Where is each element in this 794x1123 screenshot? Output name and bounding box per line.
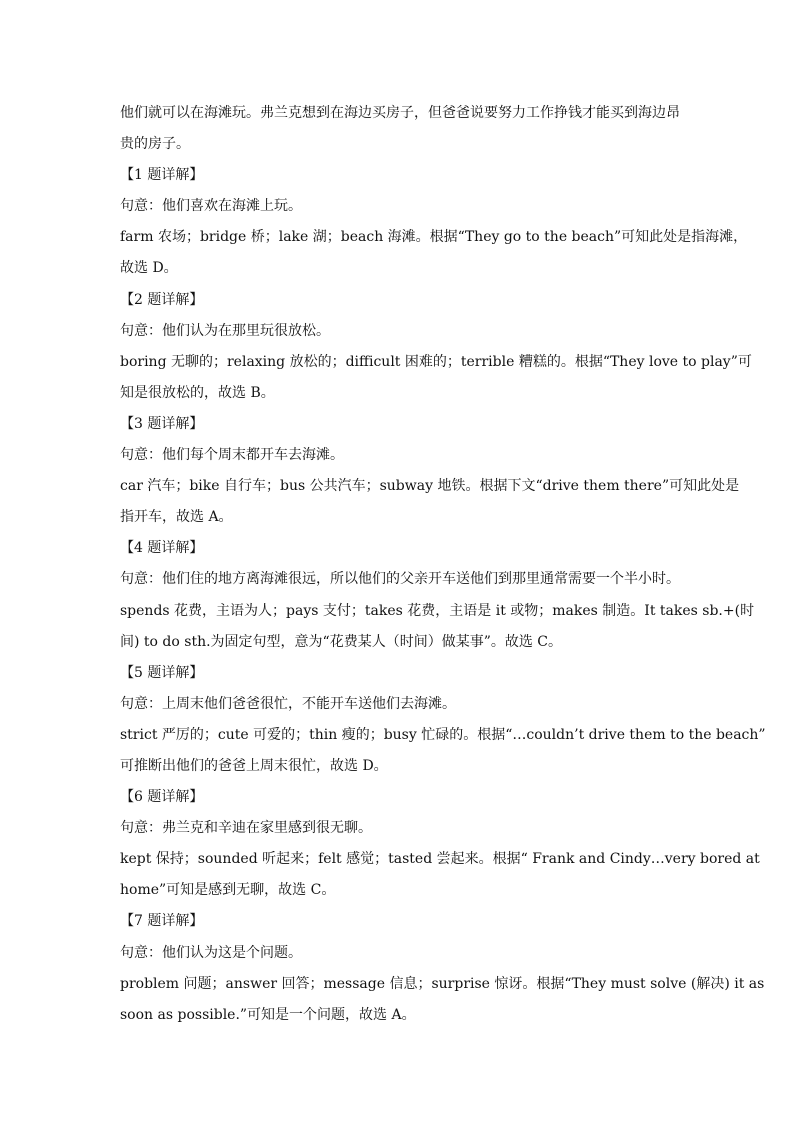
section-heading: 【7 题详解】: [120, 913, 204, 930]
section-heading: 【3 题详解】: [120, 415, 204, 432]
paragraph-line: 故选 D。: [120, 260, 178, 277]
paragraph-line: 知是很放松的，故选 B。: [120, 384, 275, 401]
section-heading: 【4 题详解】: [120, 540, 204, 557]
paragraph-line: 句意：他们住的地方离海滩很远，所以他们的父亲开车送他们到那里通常需要一个半小时。: [120, 571, 680, 588]
paragraph-line: 句意：上周末他们爸爸很忙，不能开车送他们去海滩。: [120, 695, 456, 712]
paragraph-line: 可推断出他们的爸爸上周末很忙，故选 D。: [120, 757, 388, 774]
paragraph-line: 句意：他们喜欢在海滩上玩。: [120, 198, 302, 215]
paragraph-line: spends 花费，主语为人；pays 支付；takes 花费，主语是 it 或物；makes 制造。It takes sb.+(时: [120, 602, 755, 619]
section-heading: 【1 题详解】: [120, 167, 204, 184]
paragraph-line: farm 农场；bridge 桥；lake 湖；beach 海滩。根据“They go to the beach”可知此处是指海滩，: [120, 229, 748, 246]
paragraph-line: 句意：他们认为在那里玩很放松。: [120, 322, 330, 339]
paragraph-line: boring 无聊的；relaxing 放松的；difficult 困难的；terrible 糟糕的。根据“They love to play”可: [120, 353, 752, 370]
paragraph-line: kept 保持；sounded 听起来；felt 感觉；tasted 尝起来。根据“ Frank and Cindy…very bored at: [120, 851, 760, 868]
paragraph-line: soon as possible.”可知是一个问题，故选 A。: [120, 1006, 416, 1023]
paragraph-line: 句意：他们每个周末都开车去海滩。: [120, 447, 344, 464]
paragraph-line: home”可知是感到无聊，故选 C。: [120, 882, 336, 899]
paragraph-line: 句意：弗兰克和辛迪在家里感到很无聊。: [120, 820, 372, 837]
section-heading: 【5 题详解】: [120, 664, 204, 681]
paragraph-line: 间) to do sth.为固定句型，意为“花费某人（时间）做某事”。故选 C。: [120, 633, 563, 650]
paragraph-line: 贵的房子。: [120, 136, 190, 153]
paragraph-line: problem 问题；answer 回答；message 信息；surprise 惊讶。根据“They must solve (解决) it as: [120, 975, 765, 992]
document-body: [120, 98, 766, 1031]
paragraph-line: car 汽车；bike 自行车；bus 公共汽车；subway 地铁。根据下文“drive them there”可知此处是: [120, 478, 740, 495]
section-heading: 【2 题详解】: [120, 291, 204, 308]
paragraph-line: 指开车，故选 A。: [120, 509, 233, 526]
paragraph-line: 句意：他们认为这是个问题。: [120, 944, 302, 961]
paragraph-line: 他们就可以在海滩玩。弗兰克想到在海边买房子，但爸爸说要努力工作挣钱才能买到海边昂: [120, 105, 680, 121]
paragraph-line: strict 严厉的；cute 可爱的；thin 瘦的；busy 忙碌的。根据“…couldn’t drive them to the beach”: [120, 726, 766, 743]
section-heading: 【6 题详解】: [120, 789, 204, 806]
